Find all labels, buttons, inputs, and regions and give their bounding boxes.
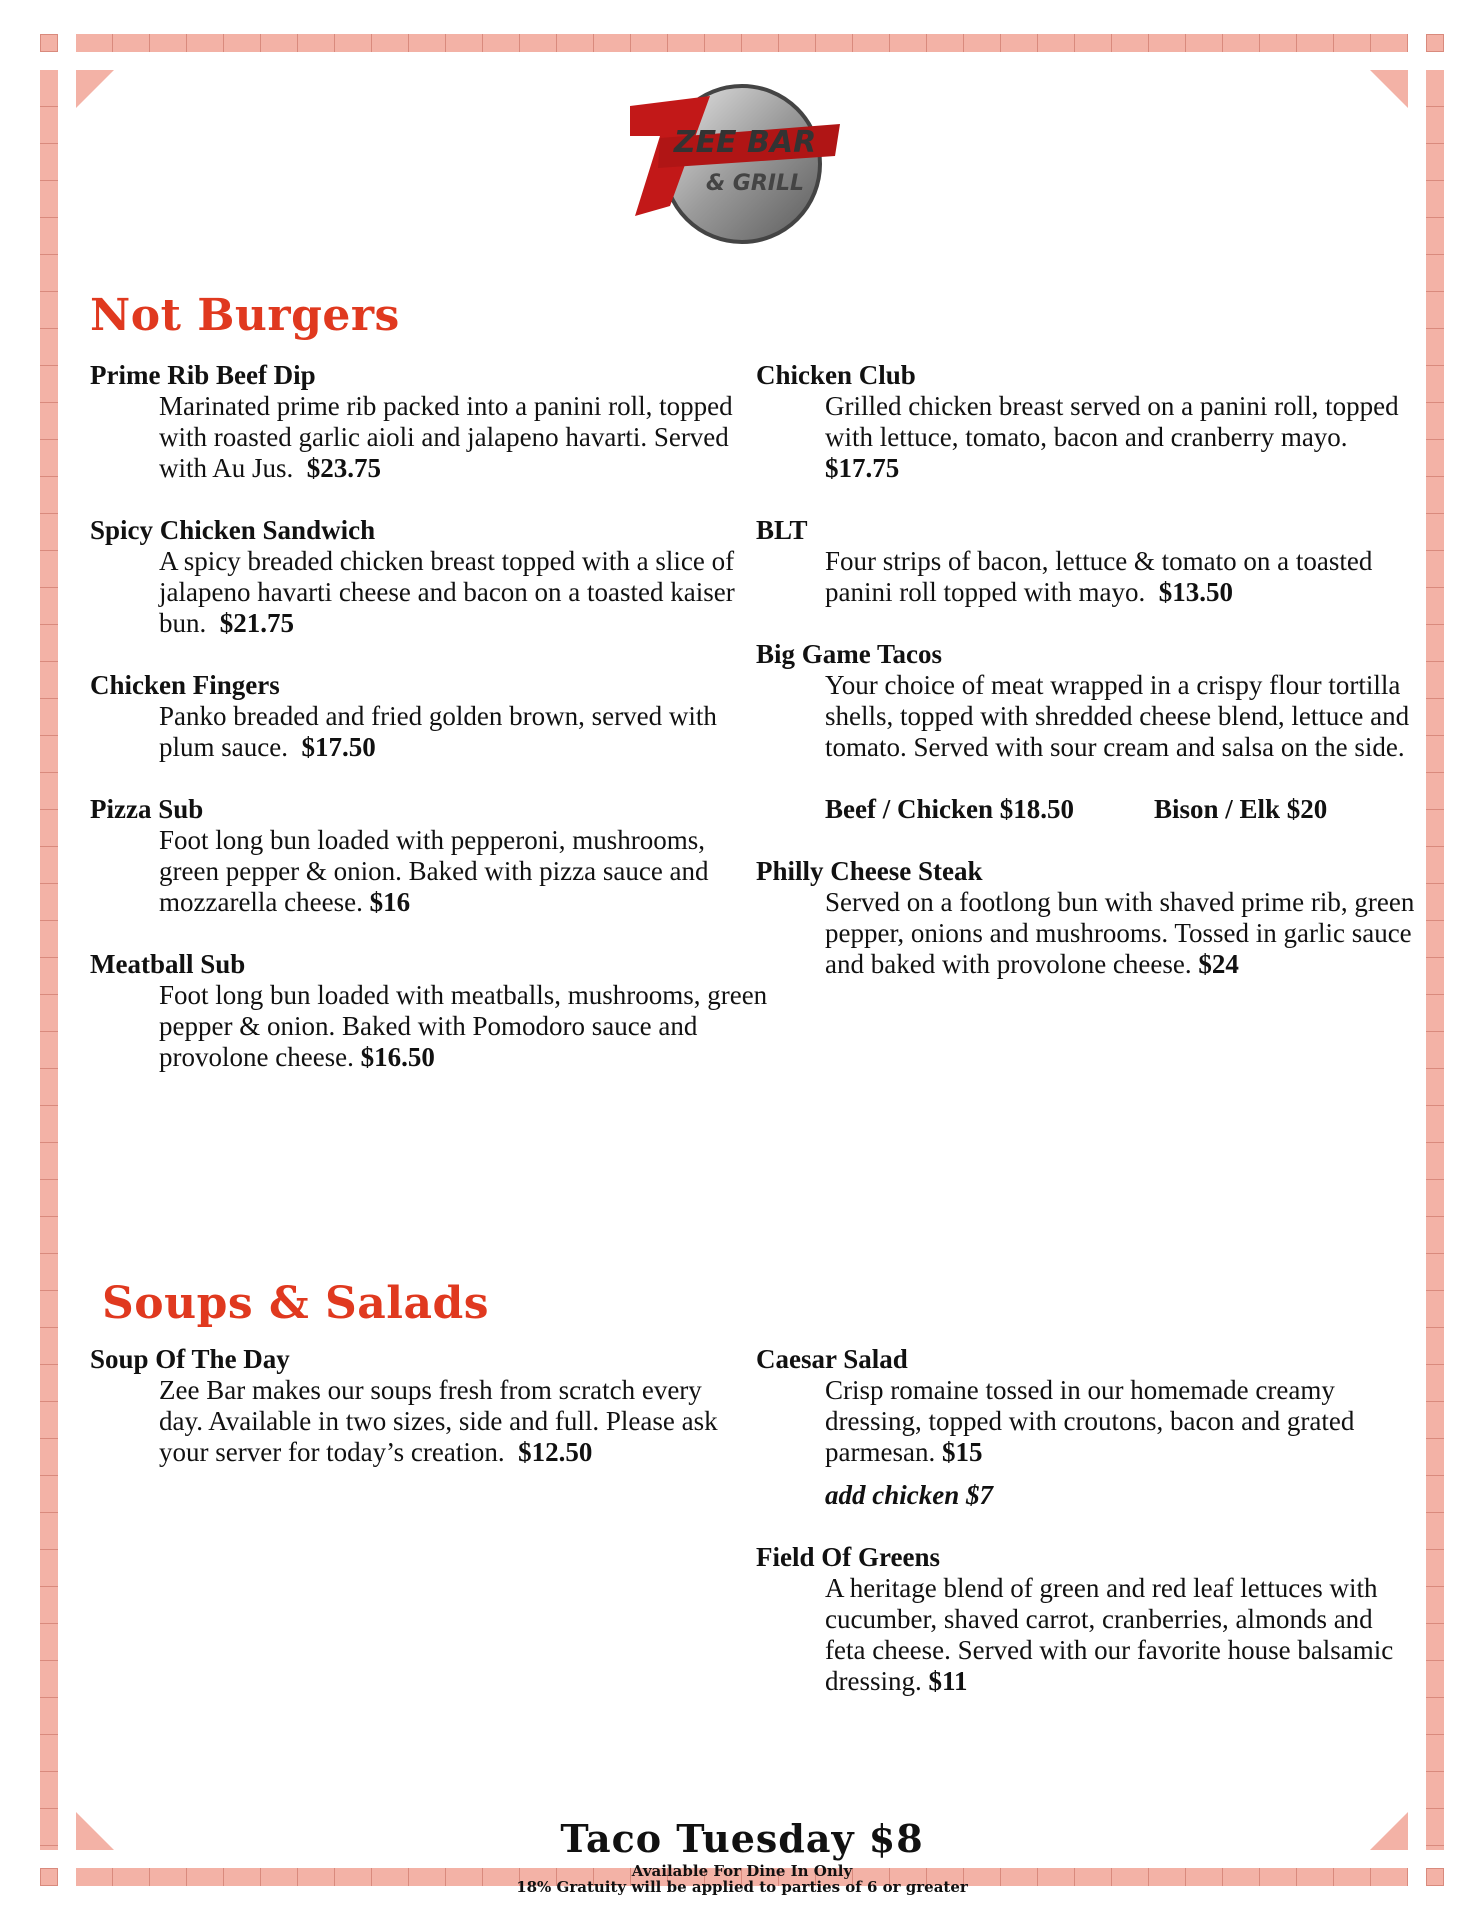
item-description <box>90 980 770 1073</box>
border-corner <box>1426 34 1444 52</box>
menu-item <box>756 856 1416 980</box>
item-name: Big Game Tacos <box>756 639 943 669</box>
item-desc-text: Foot long bun loaded with meatballs, mushrooms, green pepper & onion. Baked with Pomodoro sauce and provolone cheese. <box>159 980 768 1072</box>
not-burgers-left-column <box>90 360 770 1073</box>
item-description <box>90 825 770 918</box>
corner-ornament <box>1370 70 1408 108</box>
item-price: $17.50 <box>301 732 376 762</box>
item-name: Prime Rib Beef Dip <box>90 360 316 390</box>
menu-item <box>90 949 770 1073</box>
dine-in-note: Available For Dine In Only <box>631 1862 853 1880</box>
item-desc-text: A spicy breaded chicken breast topped with a slice of jalapeno havarti cheese and bacon on a toasted kaiser bun. <box>159 546 735 638</box>
logo-text-2: & GRILL <box>705 171 805 196</box>
item-desc-text: Served on a footlong bun with shaved prime rib, green pepper, onions and mushrooms. Tossed in garlic sauce and baked with provolone cheese. <box>825 887 1415 979</box>
item-name: Meatball Sub <box>90 949 246 979</box>
item-description <box>90 391 770 484</box>
taco-option-bison-elk: Bison / Elk $20 <box>1154 794 1328 824</box>
item-name: Pizza Sub <box>90 794 204 824</box>
item-name: Spicy Chicken Sandwich <box>90 515 376 545</box>
item-desc-text: Foot long bun loaded with pepperoni, mushrooms, green pepper & onion. Baked with pizza sauce and mozzarella cheese. <box>159 825 709 917</box>
border-top <box>76 34 1408 52</box>
item-price: $11 <box>928 1666 968 1696</box>
item-name: BLT <box>756 515 808 545</box>
item-description <box>756 391 1416 484</box>
menu-item <box>756 1542 1416 1697</box>
taco-price-options <box>756 794 1416 825</box>
addon-chicken: add chicken $7 <box>825 1480 993 1510</box>
zee-bar-logo <box>630 76 850 246</box>
item-name: Chicken Fingers <box>90 670 280 700</box>
section-title-not-burgers: Not Burgers <box>90 290 400 341</box>
soups-right-column <box>756 1344 1416 1697</box>
menu-item <box>90 670 770 763</box>
item-desc-text: Crisp romaine tossed in our homemade creamy dressing, topped with croutons, bacon and grated parmesan. <box>825 1375 1355 1467</box>
menu-item <box>756 515 1416 608</box>
item-description <box>756 546 1416 608</box>
item-name: Philly Cheese Steak <box>756 856 983 886</box>
item-description <box>90 546 770 639</box>
item-price: $23.75 <box>306 453 382 483</box>
item-name: Field Of Greens <box>756 1542 940 1572</box>
soups-left-column <box>90 1344 750 1468</box>
item-name: Soup Of The Day <box>90 1344 290 1374</box>
logo-text-1: ZEE BAR <box>673 125 817 160</box>
item-price: $12.50 <box>518 1437 593 1467</box>
border-right <box>1426 70 1444 1850</box>
item-desc-text: A heritage blend of green and red leaf lettuces with cucumber, shaved carrot, cranberries, almonds and feta cheese. Served with our favorite house balsamic dressing. <box>825 1573 1394 1696</box>
item-desc-text: Grilled chicken breast served on a panini roll, topped with lettuce, tomato, bacon and cranberry mayo. <box>825 391 1399 452</box>
item-description <box>756 1375 1416 1468</box>
item-description <box>90 701 770 763</box>
menu-item <box>90 515 770 639</box>
border-corner <box>40 34 58 52</box>
item-desc-text: Four strips of bacon, lettuce & tomato on a toasted panini roll topped with mayo. <box>825 546 1373 607</box>
item-description: Your choice of meat wrapped in a crispy flour tortilla shells, topped with shredded cheese blend, lettuce and tomato. Served with sour cream and salsa on the side. <box>825 670 1410 762</box>
item-price: $15 <box>941 1437 983 1467</box>
item-description <box>756 887 1416 980</box>
not-burgers-right-column <box>756 360 1416 980</box>
item-description <box>90 1375 750 1468</box>
menu-item <box>90 360 770 484</box>
corner-ornament <box>76 70 114 108</box>
item-desc-text: Marinated prime rib packed into a panini roll, topped with roasted garlic aioli and jalapeno havarti. Served with Au Jus. <box>159 391 733 483</box>
gratuity-note: 18% Gratuity will be applied to parties of 6 or greater <box>516 1878 968 1896</box>
item-name: Chicken Club <box>756 360 916 390</box>
border-left <box>40 70 58 1850</box>
section-title-soups-salads: Soups & Salads <box>102 1278 490 1329</box>
item-price: $16 <box>369 887 411 917</box>
taco-tuesday-promo: Taco Tuesday $8 <box>560 1816 924 1861</box>
item-price: $17.75 <box>825 453 900 483</box>
item-desc-text: Panko breaded and fried golden brown, served with plum sauce. <box>159 701 717 762</box>
item-price: $16.50 <box>360 1042 435 1072</box>
item-price: $24 <box>1198 949 1239 979</box>
item-price: $13.50 <box>1158 577 1233 607</box>
item-description <box>756 1573 1416 1697</box>
item-desc-text: Zee Bar makes our soups fresh from scratch every day. Available in two sizes, side and full. Please ask your server for today’s creation. <box>159 1375 718 1467</box>
menu-item <box>90 794 770 918</box>
menu-item <box>756 639 1416 825</box>
menu-item <box>756 1344 1416 1511</box>
taco-option-beef-chicken: Beef / Chicken $18.50 <box>825 794 1074 824</box>
item-name: Caesar Salad <box>756 1344 908 1374</box>
item-price: $21.75 <box>219 608 294 638</box>
menu-item <box>90 1344 750 1468</box>
menu-item <box>756 360 1416 484</box>
